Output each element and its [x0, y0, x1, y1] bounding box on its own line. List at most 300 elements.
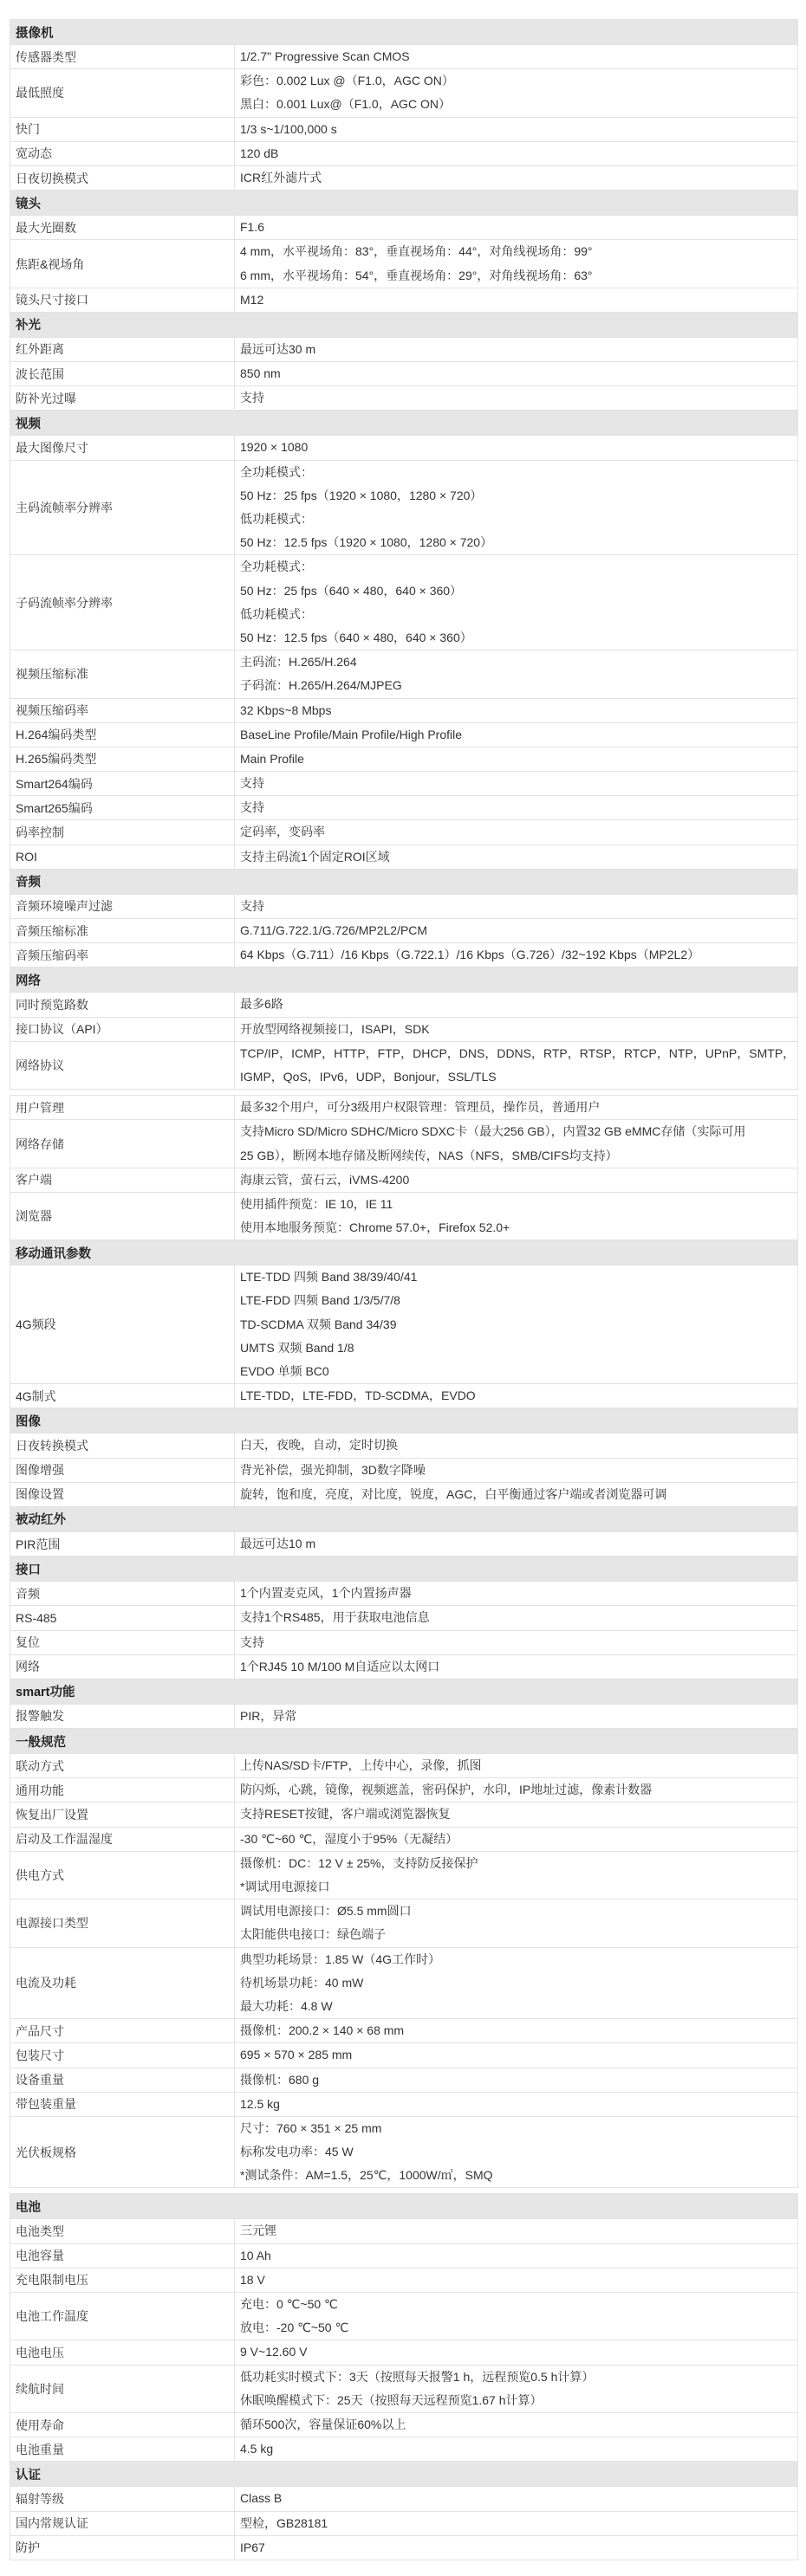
spec-value-line: 9 V~12.60 V [240, 2345, 308, 2359]
spec-label: 波长范围 [10, 362, 235, 386]
spec-label: RS-485 [10, 1606, 235, 1630]
section-header [10, 191, 798, 216]
spec-row [10, 2511, 798, 2535]
spec-value [235, 165, 798, 190]
spec-value-line: 最大功耗：4.8 W [240, 1998, 333, 2013]
spec-row [10, 1704, 798, 1728]
spec-label: 焦距&视场角 [10, 240, 235, 288]
spec-label: 图像增强 [10, 1458, 235, 1482]
spec-value-line: PIR，异常 [240, 1708, 297, 1723]
spec-label: 4G制式 [10, 1384, 235, 1408]
spec-row [10, 1754, 798, 1778]
spec-value [235, 747, 798, 771]
spec-value [235, 460, 798, 555]
spec-label: 电流及功耗 [10, 1947, 235, 2019]
spec-label: 通用功能 [10, 1778, 235, 1803]
spec-value [235, 796, 798, 820]
spec-value-line: Class B [240, 2491, 283, 2506]
spec-value [235, 2437, 798, 2462]
spec-row [10, 2243, 798, 2268]
spec-value-line: 全功耗模式： [240, 464, 313, 479]
spec-value-line: 型检，GB28181 [240, 2515, 328, 2530]
spec-value [235, 1704, 798, 1728]
spec-row [10, 69, 798, 117]
spec-value-line: 低功耗模式： [240, 512, 313, 526]
spec-value-line: 低功耗实时模式下：3天（按照每天报警1 h，远程预览0.5 h计算） [240, 2369, 595, 2384]
spec-row [10, 141, 798, 165]
spec-value-line: 支持主码流1个固定ROI区域 [240, 849, 390, 864]
spec-value-line: 50 Hz：12.5 fps（640 × 480，640 × 360） [240, 630, 472, 644]
spec-row [10, 2268, 798, 2292]
section-title: smart功能 [10, 1679, 798, 1704]
spec-value [235, 216, 798, 240]
spec-label: PIR范围 [10, 1531, 235, 1556]
spec-label: 设备重量 [10, 2068, 235, 2092]
spec-label: 电池类型 [10, 2219, 235, 2243]
spec-label: 主码流帧率分辨率 [10, 460, 235, 555]
spec-label: 音频压缩码率 [10, 943, 235, 968]
spec-value-line: 4.5 kg [240, 2442, 274, 2456]
spec-row [10, 1803, 798, 1827]
spec-value-line: 尺寸：760 × 351 × 25 mm [240, 2120, 382, 2135]
spec-label: 图像设置 [10, 1482, 235, 1506]
spec-value [235, 1900, 798, 1947]
spec-row [10, 2019, 798, 2043]
spec-label: 红外距离 [10, 337, 235, 361]
spec-value [235, 1434, 798, 1458]
spec-row [10, 45, 798, 69]
spec-value-line: EVDO 单频 BC0 [240, 1364, 329, 1378]
spec-value-line: *测试条件：AM=1.5，25℃，1000W/㎡，SMQ [240, 2168, 493, 2183]
section-title: 移动通讯参数 [10, 1240, 798, 1265]
spec-label: 网络 [10, 1654, 235, 1679]
spec-row [10, 165, 798, 190]
spec-value-line: *调试用电源接口 [240, 1880, 330, 1893]
spec-row [10, 943, 798, 968]
spec-value [235, 2019, 798, 2043]
spec-label: H.265编码类型 [10, 747, 235, 771]
spec-value-line: 背光补偿，强光抑制，3D数字降噪 [240, 1462, 426, 1477]
section-title: 被动红外 [10, 1506, 798, 1531]
spec-row [10, 2437, 798, 2462]
spec-row [10, 993, 798, 1017]
spec-value-line: LTE-FDD 四频 Band 1/3/5/7/8 [240, 1293, 400, 1308]
spec-row [10, 1120, 798, 1168]
spec-row [10, 288, 798, 312]
spec-value [235, 2535, 798, 2560]
spec-label: 码率控制 [10, 820, 235, 845]
spec-value-line: 上传NAS/SD卡/FTP，上传中心，录像，抓图 [240, 1758, 482, 1773]
spec-label: 电源接口类型 [10, 1900, 235, 1947]
spec-label: 子码流帧率分辨率 [10, 555, 235, 650]
spec-label: 启动及工作温湿度 [10, 1827, 235, 1851]
spec-row [10, 2535, 798, 2560]
spec-row [10, 555, 798, 650]
spec-row [10, 2116, 798, 2188]
spec-value [235, 1827, 798, 1851]
spec-row [10, 894, 798, 918]
spec-value-line: 1个内置麦克风，1个内置扬声器 [240, 1586, 412, 1601]
spec-value [235, 1778, 798, 1803]
spec-row [10, 1531, 798, 1556]
spec-value [235, 362, 798, 386]
section-header [10, 312, 798, 337]
spec-value [235, 2092, 798, 2116]
spec-value [235, 993, 798, 1017]
spec-label: 防补光过曝 [10, 386, 235, 411]
spec-row [10, 1900, 798, 1947]
spec-label: 同时预览路数 [10, 993, 235, 1017]
spec-value-line: 摄像机：680 g [240, 2072, 320, 2087]
spec-value-line: 120 dB [240, 146, 279, 160]
spec-row [10, 1947, 798, 2019]
spec-value-line: ICR红外滤片式 [240, 170, 322, 184]
spec-value-line: 32 Kbps~8 Mbps [240, 702, 332, 717]
spec-value [235, 2043, 798, 2068]
spec-label: 浏览器 [10, 1192, 235, 1239]
spec-label: 网络协议 [10, 1041, 235, 1089]
spec-value [235, 698, 798, 722]
spec-label: ROI [10, 845, 235, 869]
spec-value-line: 摄像机：DC：12 V ± 25%，支持防反接保护 [240, 1855, 478, 1870]
spec-value-line: 10 Ah [240, 2248, 271, 2262]
spec-value-line: Main Profile [240, 751, 304, 766]
spec-value [235, 1120, 798, 1168]
spec-value-line: TD-SCDMA 双频 Band 34/39 [240, 1317, 397, 1331]
spec-value-line: 支持 [240, 1634, 264, 1649]
gap-cell [10, 1090, 798, 1096]
spec-value [235, 943, 798, 968]
spec-label: 视频压缩码率 [10, 698, 235, 722]
spec-row [10, 1606, 798, 1630]
spec-label: 网络存储 [10, 1120, 235, 1168]
spec-value-line: 1920 × 1080 [240, 440, 309, 455]
spec-row [10, 796, 798, 820]
spec-row [10, 820, 798, 845]
spec-value-line: 4 mm，水平视场角：83°，垂直视场角：44°，对角线视场角：99° [240, 244, 593, 259]
spec-label: 传感器类型 [10, 45, 235, 69]
spec-value-line: 支持 [240, 898, 264, 913]
spec-value-line: 支持RESET按键，客户端或浏览器恢复 [240, 1807, 451, 1822]
spec-value-line: F1.6 [240, 220, 265, 235]
spec-value-line: 50 Hz：25 fps（640 × 480，640 × 360） [240, 583, 463, 598]
spec-sheet [10, 19, 797, 2560]
spec-row [10, 1582, 798, 1606]
spec-value [235, 919, 798, 943]
spec-value-line: IP67 [240, 2540, 265, 2554]
spec-value [235, 1041, 798, 1089]
page-break-gap [10, 2188, 798, 2194]
spec-value [235, 1096, 798, 1120]
spec-value-line: -30 ℃~60 ℃，湿度小于95%（无凝结） [240, 1831, 458, 1846]
spec-value [235, 1384, 798, 1408]
section-title: 接口 [10, 1557, 798, 1582]
spec-label: 电池重量 [10, 2437, 235, 2462]
spec-row [10, 2068, 798, 2092]
section-header [10, 20, 798, 45]
spec-value-line: 最多6路 [240, 997, 283, 1012]
spec-value-line: 最多32个用户，可分3级用户权限管理：管理员，操作员，普通用户 [240, 1100, 601, 1115]
spec-value-line: 1/3 s~1/100,000 s [240, 121, 337, 136]
spec-value-line: 支持 [240, 800, 264, 815]
spec-value-line: 695 × 570 × 285 mm [240, 2048, 353, 2062]
spec-label: 最大光圈数 [10, 216, 235, 240]
spec-row [10, 1630, 798, 1654]
spec-value [235, 1582, 798, 1606]
spec-value-line: 防闪烁，心跳，镜像，视频遮盖，密码保护，水印，IP地址过滤，像素计数器 [240, 1783, 653, 1797]
spec-row [10, 1778, 798, 1803]
spec-value-line: 1/2.7" Progressive Scan CMOS [240, 49, 410, 63]
spec-label: 联动方式 [10, 1754, 235, 1778]
spec-value-line: 全功耗模式： [240, 560, 313, 574]
spec-value-line: 50 Hz：12.5 fps（1920 × 1080，1280 × 720） [240, 535, 493, 550]
spec-row [10, 460, 798, 555]
spec-value-line: 12.5 kg [240, 2096, 280, 2111]
spec-row [10, 362, 798, 386]
spec-value-line: 调试用电源接口：Ø5.5 mm圆口 [240, 1904, 412, 1919]
spec-value-line: 6 mm，水平视场角：54°，垂直视场角：29°，对角线视场角：63° [240, 268, 593, 282]
spec-label: 日夜切换模式 [10, 165, 235, 190]
spec-value [235, 2116, 798, 2188]
spec-label: 产品尺寸 [10, 2019, 235, 2043]
spec-value [235, 1803, 798, 1827]
spec-value-line: 旋转，饱和度，亮度，对比度，锐度，AGC，白平衡通过客户端或者浏览器可调 [240, 1486, 667, 1501]
spec-value-line: 休眠唤醒模式下：25天（按照每天远程预览1.67 h计算） [240, 2392, 543, 2407]
spec-value [235, 1947, 798, 2019]
spec-value-line: 典型功耗场景：1.85 W（4G工作时） [240, 1951, 441, 1966]
spec-label: 日夜转换模式 [10, 1434, 235, 1458]
spec-row [10, 386, 798, 411]
spec-row [10, 722, 798, 747]
spec-label: H.264编码类型 [10, 722, 235, 747]
spec-row [10, 1017, 798, 1041]
section-title: 补光 [10, 312, 798, 337]
section-title: 认证 [10, 2462, 798, 2487]
spec-label: 报警触发 [10, 1704, 235, 1728]
spec-row [10, 698, 798, 722]
spec-row [10, 1851, 798, 1899]
spec-value-line: 海康云管，萤石云，iVMS-4200 [240, 1172, 410, 1187]
spec-value [235, 845, 798, 869]
spec-value [235, 2365, 798, 2412]
spec-value [235, 555, 798, 650]
spec-value [235, 1851, 798, 1899]
spec-row [10, 2293, 798, 2340]
spec-value [235, 2511, 798, 2535]
spec-value-line: 待机场景功耗：40 mW [240, 1975, 364, 1990]
spec-value [235, 2268, 798, 2292]
spec-row [10, 2412, 798, 2437]
spec-value [235, 69, 798, 117]
section-header [10, 2462, 798, 2487]
spec-value-line: 支持 [240, 776, 264, 791]
spec-label: 续航时间 [10, 2365, 235, 2412]
spec-value [235, 436, 798, 460]
spec-value [235, 117, 798, 141]
section-header [10, 2194, 798, 2219]
spec-label: Smart265编码 [10, 796, 235, 820]
spec-value [235, 337, 798, 361]
spec-value-line: 循环500次，容量保证60%以上 [240, 2417, 406, 2431]
spec-value-line: TCP/IP，ICMP，HTTP，FTP，DHCP，DNS，DDNS，RTP，RTSP，RTCP，NTP，UPnP，SMTP， [240, 1045, 796, 1060]
spec-value-line: G.711/G.722.1/G.726/MP2L2/PCM [240, 923, 428, 937]
spec-label: 恢复出厂设置 [10, 1803, 235, 1827]
spec-row [10, 216, 798, 240]
section-header [10, 1408, 798, 1434]
spec-value-line: LTE-TDD 四频 Band 38/39/40/41 [240, 1270, 418, 1285]
spec-value [235, 2293, 798, 2340]
spec-label: 宽动态 [10, 141, 235, 165]
spec-value-line: 白天，夜晚，自动，定时切换 [240, 1438, 398, 1453]
spec-value [235, 772, 798, 796]
spec-row [10, 2487, 798, 2511]
section-header [10, 1506, 798, 1531]
spec-value-line: 850 nm [240, 366, 281, 381]
spec-value [235, 650, 798, 698]
section-header [10, 1557, 798, 1582]
section-title: 镜头 [10, 191, 798, 216]
spec-value-line: 最远可达30 m [240, 341, 316, 356]
spec-value [235, 2340, 798, 2365]
spec-value-line: 50 Hz：25 fps（1920 × 1080，1280 × 720） [240, 488, 483, 502]
spec-value-line: 使用本地服务预览：Chrome 57.0+，Firefox 52.0+ [240, 1220, 510, 1235]
spec-label: 4G频段 [10, 1265, 235, 1384]
spec-label: 电池电压 [10, 2340, 235, 2365]
spec-value [235, 1606, 798, 1630]
spec-label: 供电方式 [10, 1851, 235, 1899]
spec-label: 音频环境噪声过滤 [10, 894, 235, 918]
spec-row [10, 1265, 798, 1384]
section-header [10, 869, 798, 894]
spec-value-line: 64 Kbps（G.711）/16 Kbps（G.722.1）/16 Kbps（G.726）/32~192 Kbps（MP2L2） [240, 948, 700, 962]
spec-value-line: 充电：0 ℃~50 ℃ [240, 2297, 338, 2311]
spec-value-line: 子码流：H.265/H.264/MJPEG [240, 678, 402, 693]
spec-value [235, 1531, 798, 1556]
spec-row [10, 845, 798, 869]
spec-row [10, 2365, 798, 2412]
spec-label: 视频压缩标准 [10, 650, 235, 698]
spec-value [235, 45, 798, 69]
spec-value [235, 2243, 798, 2268]
spec-value-line: 支持Micro SD/Micro SDHC/Micro SDXC卡（最大256 GB），内置32 GB eMMC存储（实际可用 [240, 1124, 746, 1139]
spec-label: 充电限制电压 [10, 2268, 235, 2292]
spec-label: 电池容量 [10, 2243, 235, 2268]
spec-row [10, 1384, 798, 1408]
spec-value [235, 1482, 798, 1506]
spec-label: 国内常规认证 [10, 2511, 235, 2535]
spec-value-line: UMTS 双频 Band 1/8 [240, 1340, 354, 1355]
section-header [10, 1240, 798, 1265]
spec-value-line: 标称发电功率：45 W [240, 2145, 354, 2159]
spec-value-line: 摄像机：200.2 × 140 × 68 mm [240, 2023, 405, 2038]
spec-value-line: 18 V [240, 2272, 265, 2287]
section-title: 视频 [10, 411, 798, 436]
spec-value [235, 722, 798, 747]
spec-label: 防护 [10, 2535, 235, 2560]
spec-label: 用户管理 [10, 1096, 235, 1120]
spec-value-line: IGMP，QoS，IPv6，UDP，Bonjour，SSL/TLS [240, 1069, 497, 1084]
spec-row [10, 436, 798, 460]
spec-value [235, 1265, 798, 1384]
spec-value-line: 太阳能供电接口：绿色端子 [240, 1927, 386, 1942]
spec-value-line: 支持1个RS485，用于获取电池信息 [240, 1610, 430, 1625]
spec-value-line: 25 GB），断网本地存储及断网续传，NAS（NFS，SMB/CIFS均支持） [240, 1148, 618, 1162]
spec-label: 复位 [10, 1630, 235, 1654]
spec-row [10, 2043, 798, 2068]
spec-value [235, 2412, 798, 2437]
spec-label: 接口协议（API） [10, 1017, 235, 1041]
spec-row [10, 117, 798, 141]
spec-value [235, 386, 798, 411]
spec-table [10, 19, 798, 2560]
spec-value [235, 1654, 798, 1679]
spec-value [235, 1630, 798, 1654]
spec-row [10, 1482, 798, 1506]
spec-row [10, 919, 798, 943]
spec-value [235, 1754, 798, 1778]
spec-row [10, 1192, 798, 1239]
spec-row [10, 650, 798, 698]
spec-value [235, 1192, 798, 1239]
spec-row [10, 747, 798, 771]
spec-value-line: LTE-TDD，LTE-FDD，TD-SCDMA，EVDO [240, 1388, 476, 1403]
spec-value-line: 使用插件预览：IE 10，IE 11 [240, 1196, 393, 1211]
spec-row [10, 1168, 798, 1192]
section-title: 音频 [10, 869, 798, 894]
spec-label: 最低照度 [10, 69, 235, 117]
page-break-gap [10, 1090, 798, 1096]
spec-row [10, 1458, 798, 1482]
spec-value-line: BaseLine Profile/Main Profile/High Profile [240, 727, 463, 741]
spec-row [10, 1654, 798, 1679]
spec-value [235, 2487, 798, 2511]
spec-row [10, 2340, 798, 2365]
spec-value-line: 最远可达10 m [240, 1536, 316, 1550]
spec-value-line: 1个RJ45 10 M/100 M自适应以太网口 [240, 1659, 440, 1673]
spec-value-line: 黑白：0.001 Lux@（F1.0，AGC ON） [240, 97, 451, 112]
spec-label: 音频 [10, 1582, 235, 1606]
section-header [10, 968, 798, 993]
spec-value-line: 定码率，变码率 [240, 825, 325, 839]
gap-cell [10, 2188, 798, 2194]
spec-value [235, 1017, 798, 1041]
spec-label: 带包装重量 [10, 2092, 235, 2116]
spec-value [235, 820, 798, 845]
spec-row [10, 240, 798, 288]
spec-value [235, 2068, 798, 2092]
spec-row [10, 2092, 798, 2116]
spec-row [10, 1827, 798, 1851]
spec-value-line: 主码流：H.265/H.264 [240, 655, 357, 670]
spec-row [10, 337, 798, 361]
spec-label: 客户端 [10, 1168, 235, 1192]
section-title: 网络 [10, 968, 798, 993]
spec-label: 音频压缩标准 [10, 919, 235, 943]
spec-value [235, 2219, 798, 2243]
spec-row [10, 1434, 798, 1458]
spec-value-line: 低功耗模式： [240, 606, 313, 621]
spec-row [10, 1096, 798, 1120]
spec-label: 光伏板规格 [10, 2116, 235, 2188]
spec-value [235, 141, 798, 165]
spec-row [10, 772, 798, 796]
spec-value-line: 放电：-20 ℃~50 ℃ [240, 2320, 349, 2335]
section-header [10, 411, 798, 436]
spec-label: 包装尺寸 [10, 2043, 235, 2068]
spec-value-line: 支持 [240, 391, 264, 405]
spec-label: 辐射等级 [10, 2487, 235, 2511]
spec-label: 快门 [10, 117, 235, 141]
